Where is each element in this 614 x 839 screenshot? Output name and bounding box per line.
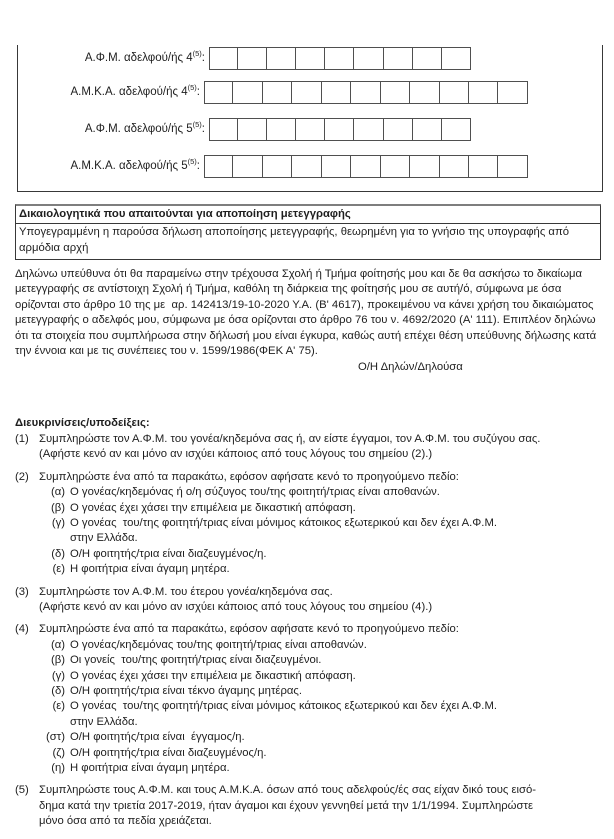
note-line: στην Ελλάδα.: [70, 532, 138, 545]
note-subitem-2-5: [39, 562, 607, 577]
note-item-3-number: (3): [15, 585, 29, 598]
note-line: στην Ελλάδα.: [70, 715, 138, 728]
note-subitem-2-4-number: (δ): [51, 547, 65, 560]
note-subitem-4-2: [39, 653, 607, 668]
note-subitem-4-6: [39, 730, 607, 745]
note-subitem-2-2-number: (β): [50, 501, 65, 514]
note-subitem-2-1: [39, 485, 607, 500]
afm-sibling-4-cell-7[interactable]: [384, 47, 413, 70]
amka-sibling-4-cell-3[interactable]: [263, 81, 292, 104]
note-subitem-4-3-number: (γ): [51, 669, 65, 682]
afm-sibling-4-footnote-ref: (5): [192, 49, 202, 59]
afm-sibling-4-cell-6[interactable]: [354, 47, 383, 70]
note-subitem-4-6-number: (στ): [46, 731, 65, 744]
amka-sibling-4-cell-6[interactable]: [351, 81, 380, 104]
amka-sibling-5-cell-5[interactable]: [322, 155, 351, 178]
afm-sibling-4-cell-5[interactable]: [325, 47, 354, 70]
afm-sibling-5-cell-3[interactable]: [267, 118, 296, 141]
amka-sibling-4-footnote-ref: (5): [187, 83, 197, 93]
note-subitem-4-7-number: (ζ): [52, 746, 65, 759]
note-subitem-4-7: [39, 746, 607, 761]
amka-sibling-5-footnote-ref: (5): [187, 157, 197, 167]
note-line: Ο γονέας του/της φοιτητή/τριας είναι μόνιμος κάτοικος εξωτερικού και δεν έχει Α.Φ.Μ.: [70, 516, 497, 529]
amka-sibling-4-boxes: [204, 81, 528, 104]
note-line: Ο/Η φοιτητής/τρια είναι τέκνο άγαμης μητέρας.: [70, 685, 302, 697]
afm-sibling-4-cell-2[interactable]: [238, 47, 267, 70]
note-line: Ο/Η φοιτητής/τρια είναι διαζευγμένος/η.: [70, 547, 267, 560]
notes-list: [15, 432, 607, 830]
note-item-1-body: [39, 432, 607, 463]
amka-sibling-4-cell-5[interactable]: [322, 81, 351, 104]
note-subitem-2-3: [39, 516, 607, 547]
note-item-5: [15, 783, 607, 829]
note-subitem-2-4-text: [70, 547, 607, 562]
amka-sibling-5-cell-11[interactable]: [498, 155, 527, 178]
afm-sibling-4-label: Α.Φ.Μ. αδελφού/ής 4$^{(5)}$:: [84, 49, 205, 64]
amka-sibling-4-cell-8[interactable]: [410, 81, 439, 104]
note-subitem-4-1: [39, 638, 607, 653]
amka-sibling-4-cell-11[interactable]: [498, 81, 527, 104]
amka-sibling-5-row: [18, 155, 528, 178]
amka-sibling-5-cell-1[interactable]: [204, 155, 233, 178]
note-subitem-4-1-text: [70, 638, 607, 653]
amka-sibling-5-cell-8[interactable]: [410, 155, 439, 178]
note-subitem-2-5-text: [70, 562, 607, 577]
note-subitem-4-5-text: [70, 699, 607, 730]
amka-sibling-4-cell-1[interactable]: [204, 81, 233, 104]
note-line: Συμπληρώστε τον Α.Φ.Μ. του έτερου γονέα/κηδεμόνα σας.: [39, 585, 333, 598]
afm-sibling-5-cell-8[interactable]: [413, 118, 442, 141]
amka-sibling-5-cell-4[interactable]: [292, 155, 321, 178]
note-subitem-2-2-text: [70, 501, 607, 516]
note-subitem-2-2: [39, 501, 607, 516]
note-line: Συμπληρώστε ένα από τα παρακάτω, εφόσον αφήσατε κενό το προηγούμενο πεδίο:: [39, 470, 459, 483]
note-subitem-4-8: [39, 761, 607, 776]
amka-sibling-5-label: Α.Μ.Κ.Α. αδελφού/ής 5$^{(5)}$:: [70, 157, 200, 172]
note-item-5-body: [39, 783, 607, 829]
note-subitem-4-4-number: (δ): [51, 685, 65, 697]
afm-sibling-4-cell-9[interactable]: [442, 47, 471, 70]
note-subitem-2-1-text: [70, 485, 607, 500]
note-line: Ο/Η φοιτητής/τρια είναι διαζευγμένος/η.: [70, 746, 267, 759]
note-subitem-4-2-number: (β): [50, 654, 65, 667]
notes-section: [15, 416, 607, 830]
note-item-2: [15, 470, 607, 578]
note-subitem-4-8-number: (η): [51, 762, 65, 775]
note-item-3: [15, 585, 607, 616]
note-item-4-body: [39, 622, 607, 776]
note-line: Συμπληρώστε τους Α.Φ.Μ. και τους Α.Μ.Κ.Α. όσων από τους αδελφούς/ές σας είχαν δικό τους εισό-: [39, 784, 537, 797]
required-documents-header: Δικαιολογητικά που απαιτούνται για αποποίηση μετεγγραφής: [16, 206, 600, 224]
note-subitem-4-1-number: (α): [50, 638, 65, 651]
declarant-signature-label: Ο/Η Δηλών/Δηλούσα: [358, 361, 463, 373]
note-item-2-number: (2): [15, 470, 29, 483]
amka-sibling-5-cell-6[interactable]: [351, 155, 380, 178]
note-item-1: [15, 432, 607, 463]
amka-sibling-5-cell-3[interactable]: [263, 155, 292, 178]
note-subitem-4-5: [39, 699, 607, 730]
note-line: Η φοιτήτρια είναι άγαμη μητέρα.: [70, 762, 230, 775]
note-item-4: [15, 622, 607, 776]
note-line: Ο γονέας του/της φοιτητή/τριας είναι μόνιμος κάτοικος εξωτερικού και δεν έχει Α.Φ.Μ.: [70, 700, 497, 713]
afm-sibling-4-cell-1[interactable]: [209, 47, 238, 70]
notes-heading: Διευκρινίσεις/υποδείξεις:: [15, 417, 150, 429]
afm-sibling-4-boxes: [209, 47, 471, 70]
note-line: δημα κατά την τριετία 2017-2019, ήταν άγαμοι και έχουν γεννηθεί μετά την 1/1/1994. Συμπληρώστε: [39, 799, 533, 812]
note-line: Ο γονέας/κηδεμόνας ή ο/η σύζυγος του/της φοιτητή/τριας είναι αποθανών.: [70, 486, 440, 499]
note-subitem-4-2-text: [70, 653, 607, 668]
afm-sibling-5-footnote-ref: (5): [192, 120, 202, 130]
note-item-2-body: [39, 470, 607, 578]
note-line: Συμπληρώστε ένα από τα παρακάτω, εφόσον αφήσατε κενό το προηγούμενο πεδίο:: [39, 623, 459, 636]
note-line: Ο/Η φοιτητής/τρια είναι έγγαμος/η.: [70, 731, 245, 744]
afm-sibling-5-cell-4[interactable]: [296, 118, 325, 141]
note-line: Ο γονέας έχει χάσει την επιμέλεια με δικαστική απόφαση.: [70, 669, 356, 682]
note-item-4-number: (4): [15, 623, 29, 636]
note-subitem-2-5-number: (ε): [52, 563, 65, 576]
note-line: (Αφήστε κενό αν και μόνο αν ισχύει κάποιος από τους λόγους του σημείου (2).): [39, 448, 433, 461]
amka-sibling-4-row: [18, 81, 528, 104]
afm-sibling-4-cell-3[interactable]: [267, 47, 296, 70]
note-line: (Αφήστε κενό αν και μόνο αν ισχύει κάποιος από τους λόγους του σημείου (4).): [39, 600, 433, 613]
afm-sibling-4-row: [18, 47, 471, 70]
amka-sibling-5-cell-10[interactable]: [469, 155, 498, 178]
afm-sibling-5-cell-9[interactable]: [442, 118, 471, 141]
note-subitem-2-3-number: (γ): [51, 516, 65, 529]
afm-sibling-5-cell-5[interactable]: [325, 118, 354, 141]
required-documents-table: [15, 204, 601, 260]
amka-sibling-4-cell-9[interactable]: [440, 81, 469, 104]
note-subitem-4-4-text: [70, 684, 607, 699]
amka-sibling-4-label: Α.Μ.Κ.Α. αδελφού/ής 4$^{(5)}$:: [70, 83, 200, 98]
afm-sibling-4-cell-8[interactable]: [413, 47, 442, 70]
note-line: Οι γονείς του/της φοιτητή/τριας είναι διαζευγμένοι.: [70, 654, 322, 667]
afm-sibling-4-cell-4[interactable]: [296, 47, 325, 70]
declaration-paragraph: Δηλώνω υπεύθυνα ότι θα παραμείνω στην τρέχουσα Σχολή ή Τμήμα φοίτησής μου και δε θα ασκήσω το δικαίωμα μετεγγραφής σε αντίστοιχη Σχολή ή Τμήμα, καθόλη τη διάρκεια της φοίτησής μου σε αυτή/ό, σύμφωνα με όσα ορίζονται στο άρθρο 10 της με αρ. 142413/19-10-2020 Υ.Α. (Β' 4617), προκειμένου να κάνει χρήση του δικαιώματος μετεγγραφής ο αδελφός μου, σύμφωνα με όσα ορίζονται στο άρθρο 76 του ν. 4692/2020 (Α' 111). Επιπλέον δηλώνω ότι τα στοιχεία που συμπλήρωσα στην δήλωσή μου είναι έγκυρα, καθώς αυτή επέχει θέση υπεύθυνης δήλωσης κατά την έννοια και με τις συνέπειες του ν. 1599/1986(ΦΕΚ Α' 75).: [15, 268, 600, 358]
note-item-3-body: [39, 585, 607, 616]
note-subitem-2-1-number: (α): [50, 486, 65, 499]
note-line: Η φοιτήτρια είναι άγαμη μητέρα.: [70, 563, 230, 576]
note-subitem-4-6-text: [70, 730, 607, 745]
note-subitem-4-3: [39, 669, 607, 684]
note-subitem-4-8-text: [70, 761, 607, 776]
amka-sibling-4-cell-10[interactable]: [469, 81, 498, 104]
note-line: μόνο όσα από τα πεδία χρειάζεται.: [39, 815, 212, 828]
note-subitem-4-4: [39, 684, 607, 699]
amka-sibling-5-boxes: [204, 155, 528, 178]
amka-sibling-4-cell-2[interactable]: [233, 81, 262, 104]
note-item-5-number: (5): [15, 784, 29, 797]
afm-sibling-5-row: [18, 118, 471, 141]
amka-sibling-4-cell-4[interactable]: [292, 81, 321, 104]
note-line: Ο γονέας έχει χάσει την επιμέλεια με δικαστική απόφαση.: [70, 501, 356, 514]
amka-sibling-4-cell-7[interactable]: [381, 81, 410, 104]
amka-sibling-5-cell-9[interactable]: [440, 155, 469, 178]
afm-sibling-5-cell-7[interactable]: [384, 118, 413, 141]
amka-sibling-5-cell-7[interactable]: [381, 155, 410, 178]
note-subitem-4-3-text: [70, 669, 607, 684]
note-subitem-2-3-text: [70, 516, 607, 547]
note-item-1-number: (1): [15, 432, 29, 445]
amka-sibling-5-cell-2[interactable]: [233, 155, 262, 178]
afm-sibling-5-label: Α.Φ.Μ. αδελφού/ής 5$^{(5)}$:: [84, 120, 205, 135]
note-subitem-4-5-number: (ε): [52, 700, 65, 713]
note-subitem-4-7-text: [70, 746, 607, 761]
afm-sibling-5-cell-6[interactable]: [354, 118, 383, 141]
note-subitem-2-4: [39, 547, 607, 562]
afm-sibling-5-boxes: [209, 118, 471, 141]
note-line: Ο γονέας/κηδεμόνας του/της φοιτητή/τριας είναι αποθανών.: [70, 638, 367, 651]
sibling-id-fields-section: [17, 45, 603, 192]
note-line: Συμπληρώστε τον Α.Φ.Μ. του γονέα/κηδεμόνα σας ή, αν είστε έγγαμοι, τον Α.Φ.Μ. του συζύγου σας.: [39, 432, 541, 445]
afm-sibling-5-cell-2[interactable]: [238, 118, 267, 141]
afm-sibling-5-cell-1[interactable]: [209, 118, 238, 141]
required-documents-body: Υπογεγραμμένη η παρούσα δήλωση αποποίησης μετεγγραφής, θεωρημένη για το γνήσιο της υπογραφής από αρμόδια αρχή: [19, 226, 573, 254]
